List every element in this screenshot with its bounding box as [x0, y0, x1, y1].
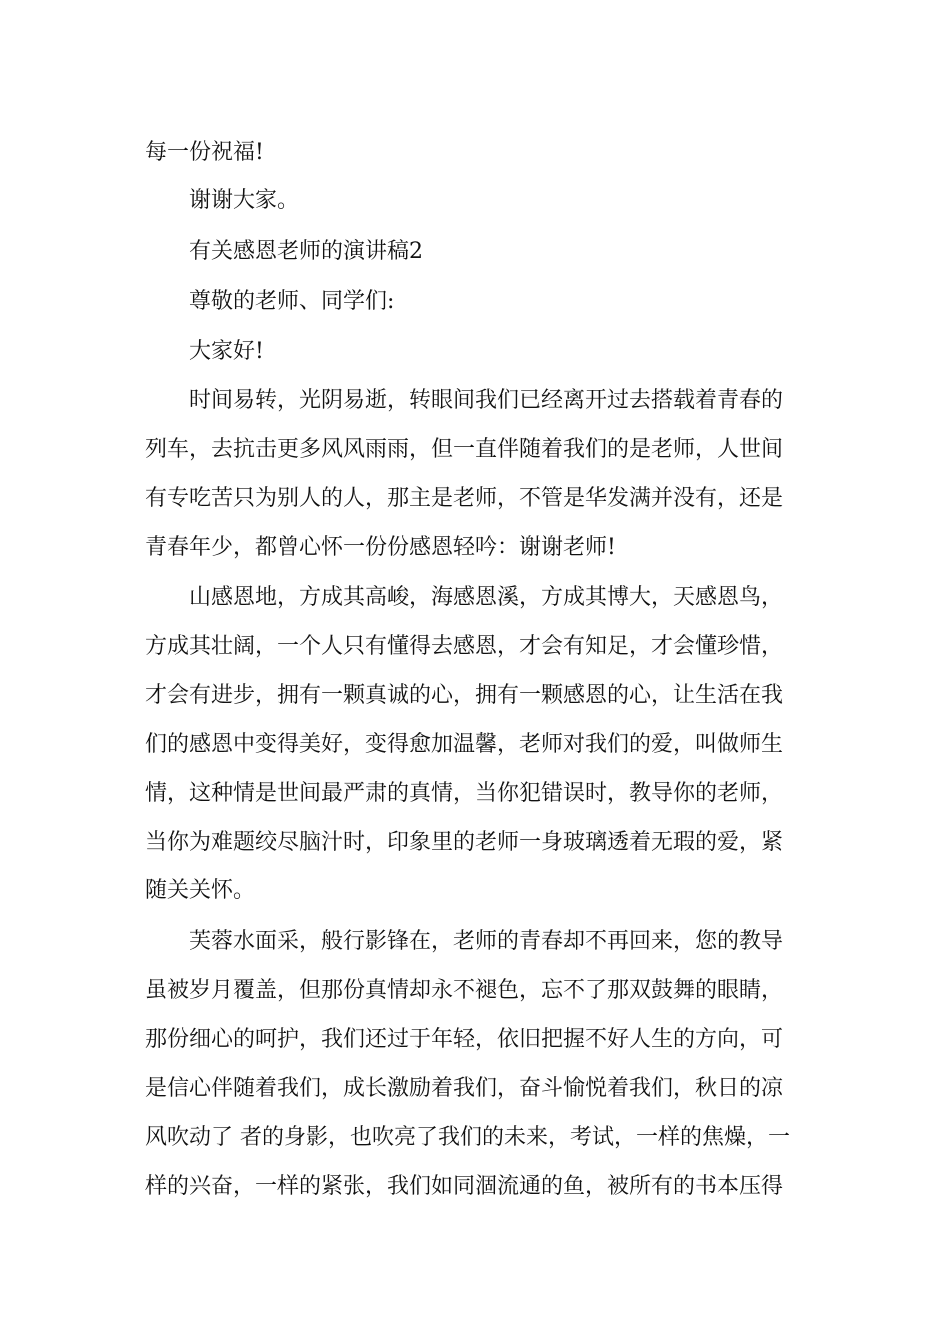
text-line: 时间易转，光阴易逝，转眼间我们已经离开过去搭载着青春的: [189, 388, 784, 413]
text-line: 才会有进步，拥有一颗真诚的心，拥有一颗感恩的心，让生活在我: [145, 683, 784, 708]
text-line: 尊敬的老师、同学们:: [189, 289, 395, 314]
text-line: 山感恩地，方成其高峻，海感恩溪，方成其博大，天感恩鸟，: [189, 585, 784, 610]
text-line: 样的兴奋，一样的紧张，我们如同涸流通的鱼，被所有的书本压得: [145, 1174, 784, 1199]
text-line: 每一份祝福!: [145, 140, 264, 165]
text-line: 大家好!: [189, 339, 264, 364]
text-line: 当你为难题绞尽脑汁时，印象里的老师一身玻璃透着无瑕的爱，紧: [145, 830, 784, 855]
heading-line: 有关感恩老师的演讲稿2: [189, 239, 423, 264]
text-line: 谢谢大家。: [189, 188, 300, 213]
text-line: 们的感恩中变得美好，变得愈加温馨，老师对我们的爱，叫做师生: [145, 732, 784, 757]
text-line: 列车，去抗击更多风风雨雨，但一直伴随着我们的是老师，人世间: [145, 437, 784, 462]
text-line: 方成其壮阔，一个人只有懂得去感恩，才会有知足，才会懂珍惜，: [145, 634, 784, 659]
text-line: 是信心伴随着我们，成长激励着我们，奋斗愉悦着我们，秋日的凉: [145, 1076, 784, 1101]
text-line: 情，这种情是世间最严肃的真情，当你犯错误时，教导你的老师，: [145, 781, 784, 806]
text-line: 芙蓉水面采，般行影锋在，老师的青春却不再回来，您的教导: [189, 929, 784, 954]
text-line: 随关关怀。: [145, 878, 256, 903]
text-line: 虽被岁月覆盖，但那份真情却永不褪色，忘不了那双鼓舞的眼睛，: [145, 978, 784, 1003]
text-line: 有专吃苦只为别人的人，那主是老师，不管是华发满并没有，还是: [145, 486, 784, 511]
text-line: 风吹动了 者的身影，也吹亮了我们的未来，考试，一样的焦燥，一: [145, 1125, 790, 1150]
text-line: 那份细心的呵护，我们还过于年轻，依旧把握不好人生的方向，可: [145, 1027, 784, 1052]
text-line: 青春年少，都曾心怀一份份感恩轻吟：谢谢老师!: [145, 535, 616, 560]
